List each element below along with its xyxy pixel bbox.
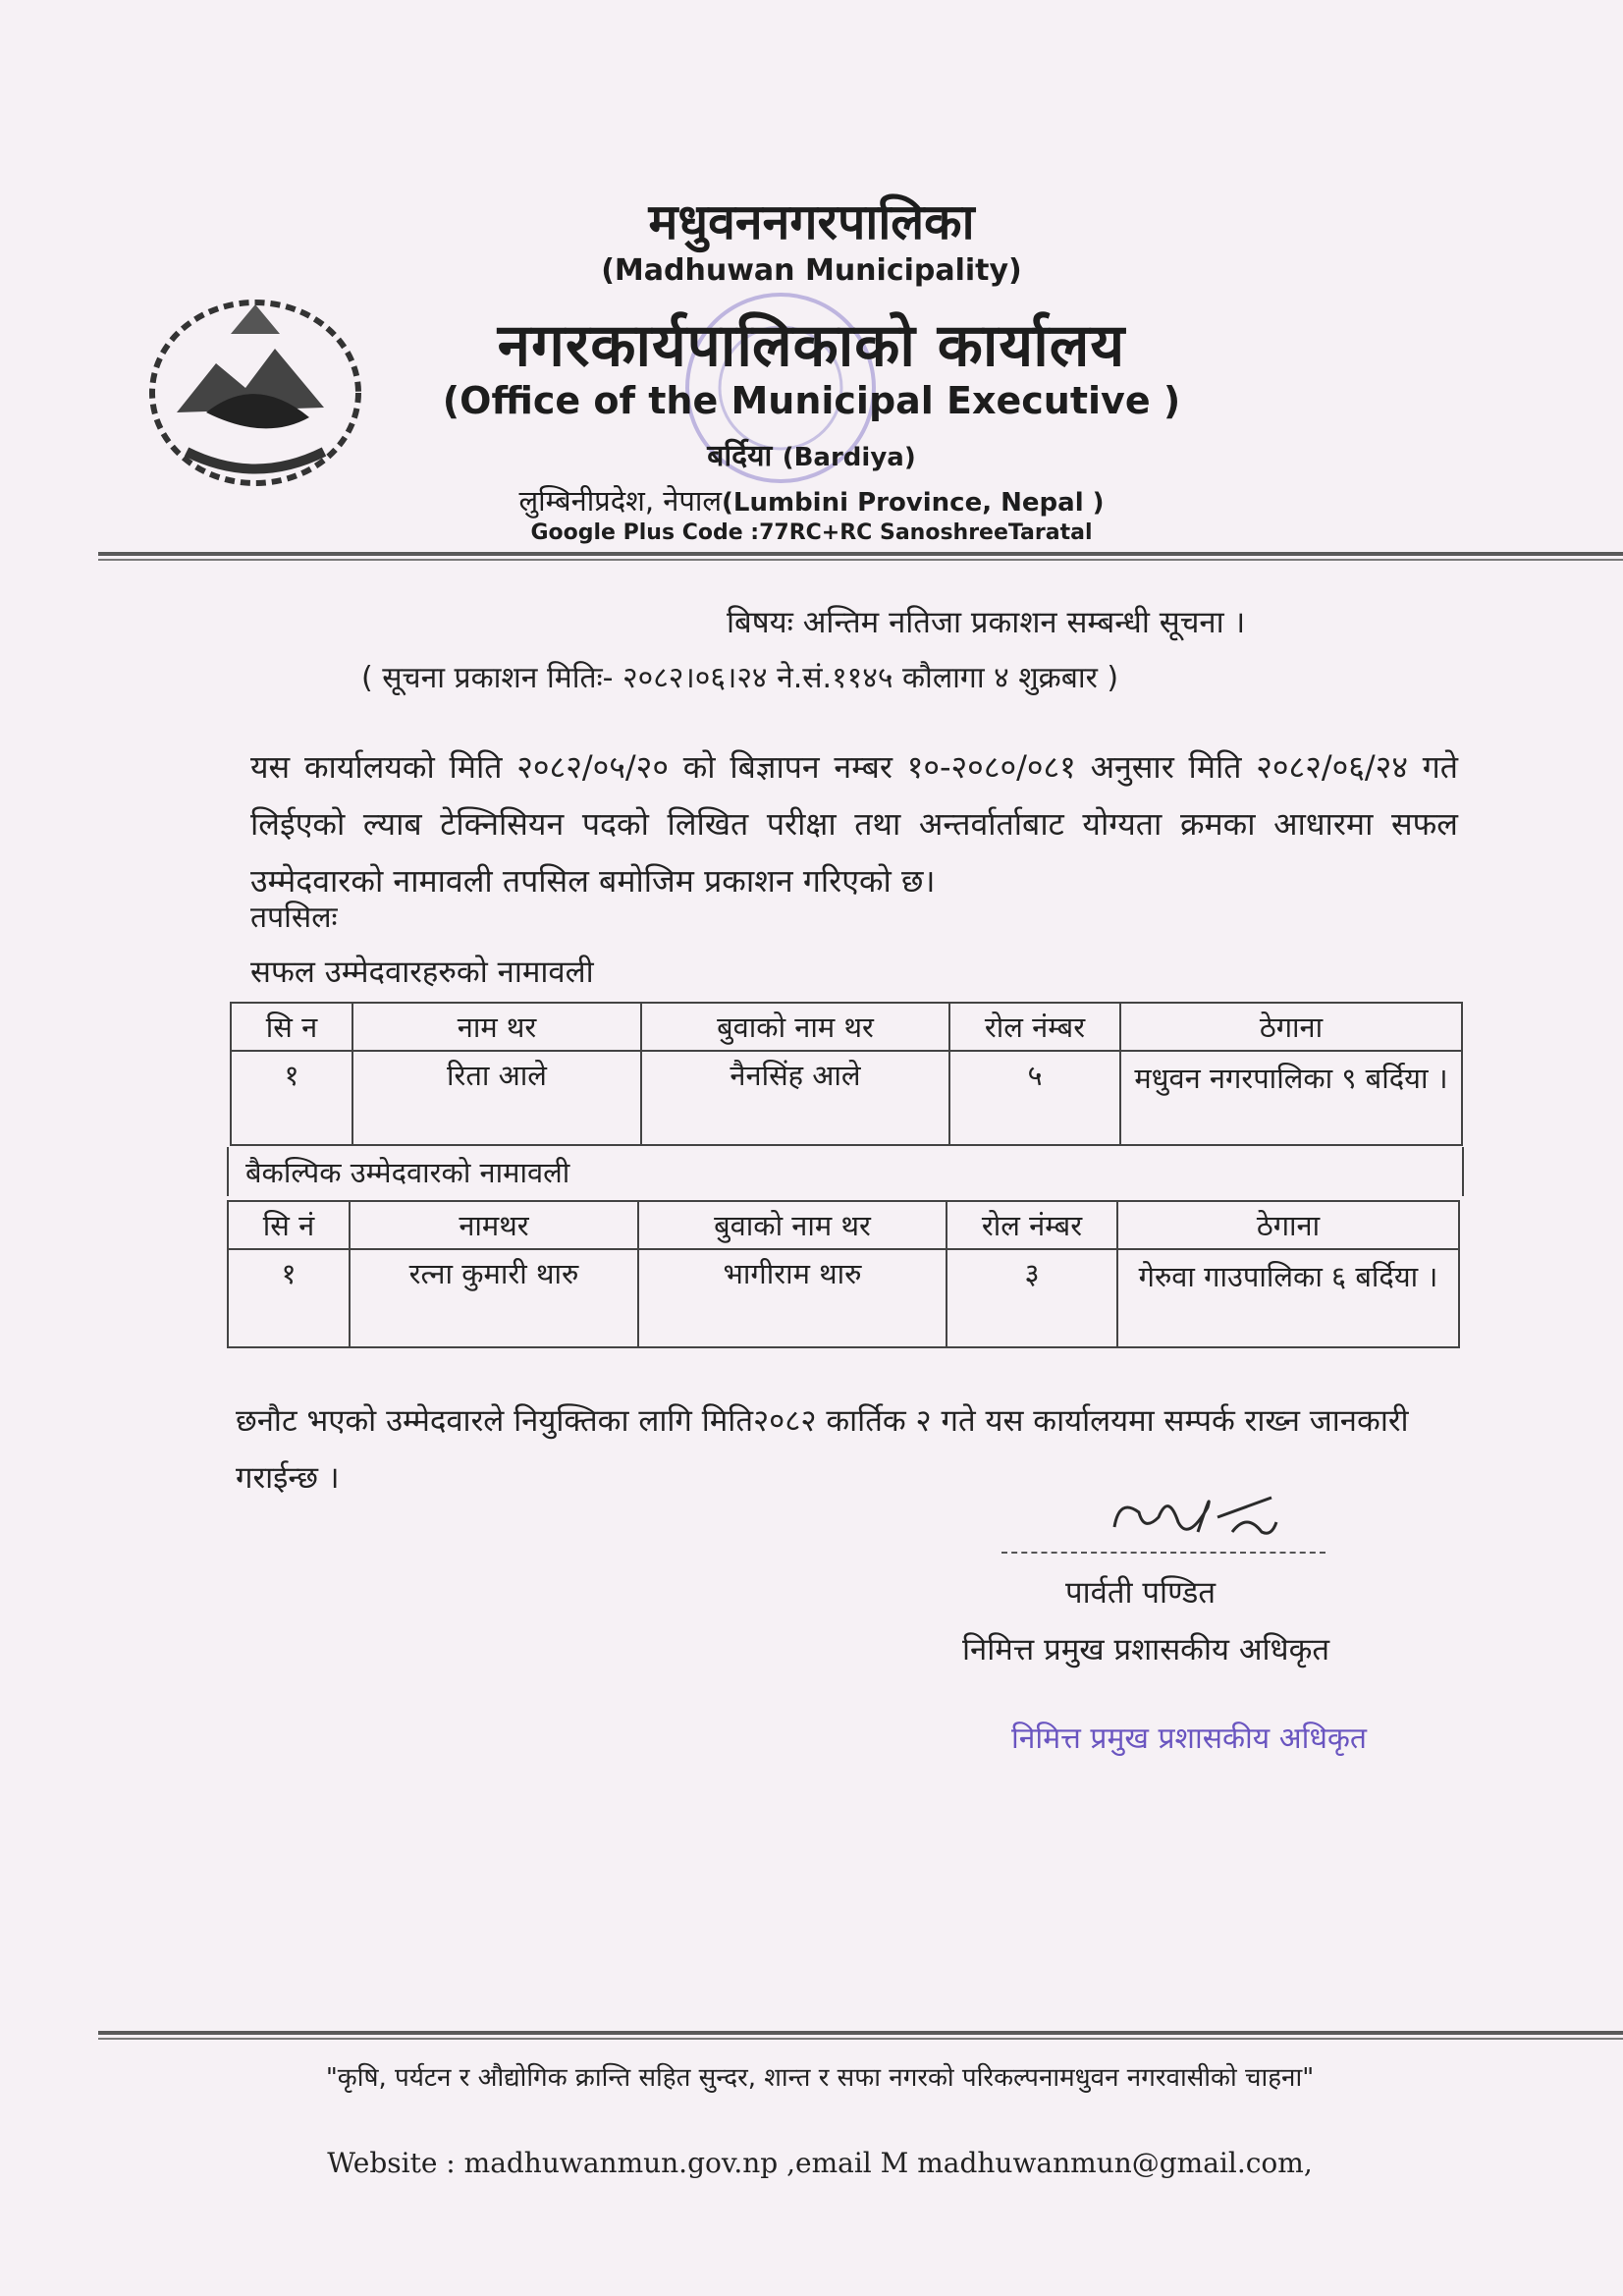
district-np: बर्दिया <box>707 439 773 473</box>
successful-table-title: सफल उम्मेदवारहरुको नामावली <box>250 955 594 990</box>
plus-code: Google Plus Code :77RC+RC SanoshreeTaratal <box>530 520 1093 545</box>
table-cell: १ <box>231 1051 352 1145</box>
footer-divider-thin <box>98 2038 1623 2040</box>
office-name-en: (Office of the Municipal Executive ) <box>442 379 1181 422</box>
table-cell: नैनसिंह आले <box>641 1051 949 1145</box>
alternate-table-title: बैकल्पिक उम्मेदवारको नामावली <box>245 1156 570 1189</box>
header-cell: सि न <box>231 1003 352 1051</box>
successful-candidates-table <box>230 1002 1463 1146</box>
header-divider-thin <box>98 559 1623 561</box>
header-divider <box>98 552 1623 556</box>
district-en: (Bardiya) <box>782 443 916 472</box>
district <box>0 434 1623 474</box>
notice-subject: बिषयः अन्तिम नतिजा प्रकाशन सम्बन्धी सूचना । <box>727 605 1246 640</box>
office-name-np: नगरकार्यपालिकाको कार्यालय <box>497 311 1126 380</box>
table-cell: भागीराम थारु <box>638 1249 947 1347</box>
table-cell: रत्ना कुमारी थारु <box>350 1249 638 1347</box>
signatory-title: निमित्त प्रमुख प्रशासकीय अधिकृत <box>962 1632 1330 1667</box>
header-cell: ठेगाना <box>1120 1003 1462 1051</box>
header-cell: नामथर <box>350 1201 638 1249</box>
table-cell: १ <box>228 1249 350 1347</box>
designation-stamp: निमित्त प्रमुख प्रशासकीय अधिकृत <box>1011 1722 1368 1756</box>
table-cell: मधुवन नगरपालिका ९ बर्दिया । <box>1120 1051 1462 1145</box>
province-np: लुम्बिनीप्रदेश, नेपाल <box>518 484 723 518</box>
table-cell: ३ <box>947 1249 1117 1347</box>
alternate-candidates-table <box>227 1200 1460 1348</box>
signature-icon <box>1100 1478 1296 1557</box>
header-cell: सि नं <box>228 1201 350 1249</box>
table-cell: रिता आले <box>352 1051 641 1145</box>
province-en: (Lumbini Province, Nepal ) <box>722 488 1105 518</box>
header-cell: नाम थर <box>352 1003 641 1051</box>
closing-text: छनौट भएको उम्मेदवारले नियुक्तिका लागि मिति२०८२ कार्तिक २ गते यस कार्यालयमा सम्पर्क राख्न जानकारी गराईन्छ । <box>236 1403 1409 1496</box>
notice-body: यस कार्यालयको मिति २०८२/०५/२० को बिज्ञापन नम्बर १०-२०८०/०८१ अनुसार मिति २०८२/०६/२४ गते लिईएको ल्याब टेक्निसियन पदको लिखित परीक्षा तथा अन्तर्वार्ताबाट योग्यता क्रमका आधारमा सफल उम्मेदवारको नामावली तपसिल बमोजिम प्रकाशन गरिएको छ। <box>250 748 1458 900</box>
table-header-row <box>231 1003 1462 1051</box>
table-row <box>228 1249 1459 1347</box>
footer-slogan: "कृषि, पर्यटन र औद्योगिक क्रान्ति सहित सुन्दर, शान्त र सफा नगरको परिकल्पनामधुवन नगरवासीको चाहना" <box>325 2063 1315 2093</box>
header-cell: रोल नंम्बर <box>947 1201 1117 1249</box>
header-cell: रोल नंम्बर <box>949 1003 1120 1051</box>
table-cell: गेरुवा गाउपालिका ६ बर्दिया । <box>1117 1249 1459 1347</box>
publication-date: ( सूचना प्रकाशन मितिः- २०८२।०६।२४ ने.सं.११४५ कौलागा ४ शुक्रबार ) <box>361 661 1119 695</box>
header-cell: बुवाको नाम थर <box>638 1201 947 1249</box>
province <box>0 481 1623 519</box>
signatory-name: पार्वती पण्डित <box>1065 1575 1217 1611</box>
footer-website: Website : madhuwanmun.gov.np ,email M madhuwanmun@gmail.com, <box>327 2147 1313 2179</box>
table-header-row <box>228 1201 1459 1249</box>
footer-divider <box>98 2031 1623 2035</box>
table-row <box>231 1051 1462 1145</box>
signature-line <box>1001 1552 1325 1554</box>
tapasil-label: तपसिलः <box>250 901 338 935</box>
municipality-name-en: (Madhuwan Municipality) <box>601 253 1022 288</box>
header-cell: ठेगाना <box>1117 1201 1459 1249</box>
municipality-name-np: मधुवननगरपालिका <box>648 193 975 250</box>
table-cell: ५ <box>949 1051 1120 1145</box>
header-cell: बुवाको नाम थर <box>641 1003 949 1051</box>
